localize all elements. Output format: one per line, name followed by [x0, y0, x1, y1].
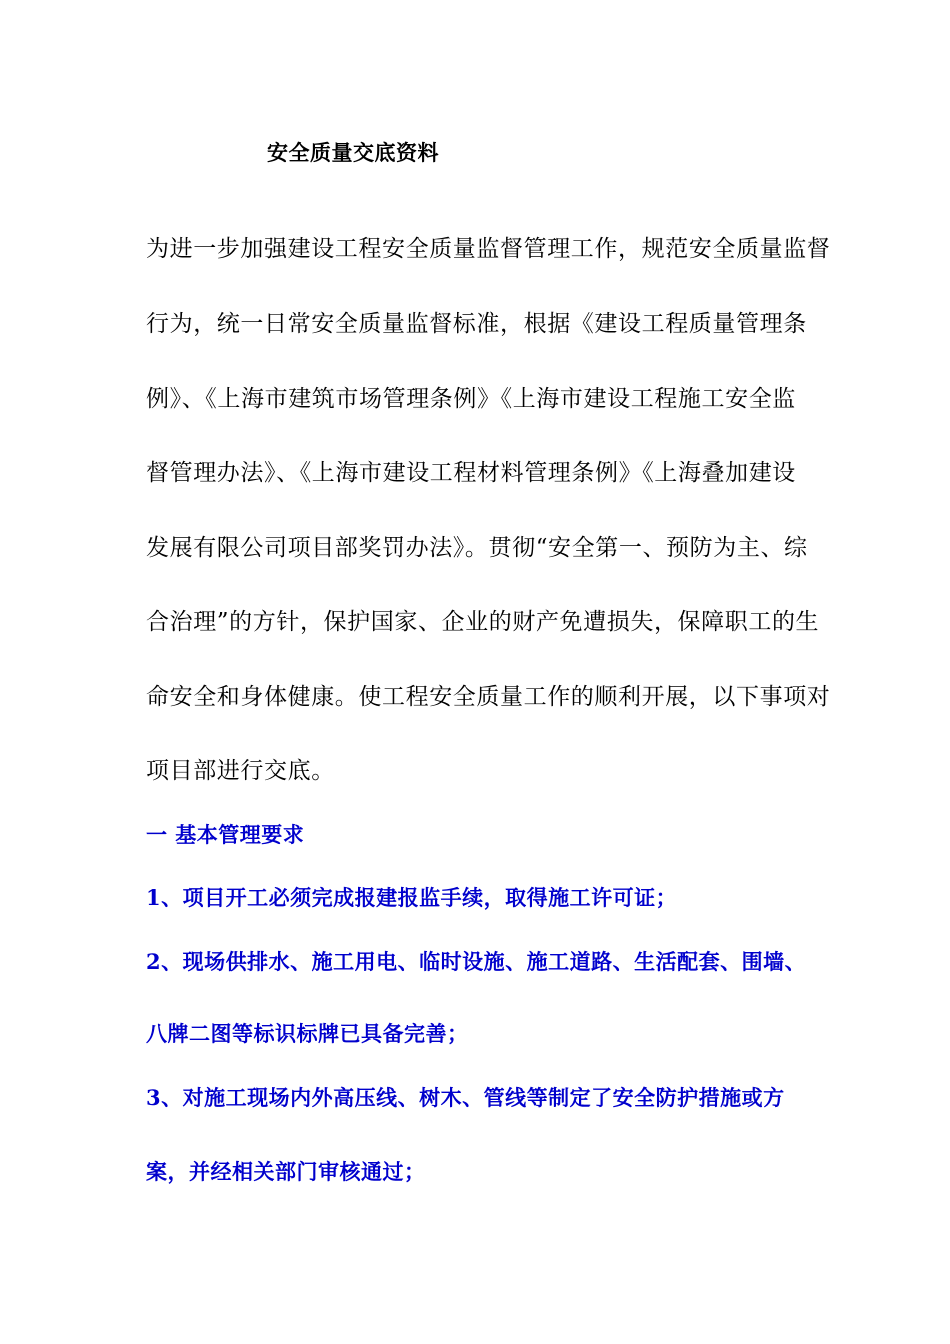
- intro-line-4: 督管理办法》、《上海市建设工程材料管理条例》《上海叠加建设: [146, 460, 796, 486]
- intro-line-5: 发展有限公司项目部奖罚办法》。贯彻“安全第一、预防为主、综: [146, 535, 808, 561]
- list-item-continuation: 案，并经相关部门审核通过；: [146, 1159, 426, 1184]
- intro-line-6: 合治理”的方针，保护国家、企业的财产免遭损失，保障职工的生: [146, 609, 820, 635]
- document-title: 安全质量交底资料: [267, 140, 439, 165]
- intro-line-7: 命安全和身体健康。使工程安全质量工作的顺利开展，以下事项对: [146, 684, 831, 710]
- intro-line-8: 项目部进行交底。: [146, 758, 335, 784]
- list-item: 3、对施工现场内外高压线、树木、管线等制定了安全防护措施或方: [146, 1085, 785, 1110]
- list-item-continuation: 八牌二图等标识标牌已具备完善；: [146, 1021, 469, 1046]
- intro-line-1: 为进一步加强建设工程安全质量监督管理工作，规范安全质量监督: [146, 236, 831, 262]
- list-item: 1、项目开工必须完成报建报监手续，取得施工许可证；: [146, 885, 678, 910]
- section-heading: 一 基本管理要求: [146, 822, 305, 847]
- list-item: 2、现场供排水、施工用电、临时设施、施工道路、生活配套、围墙、: [146, 949, 807, 974]
- intro-line-3: 例》、《上海市建筑市场管理条例》《上海市建设工程施工安全监: [146, 386, 796, 412]
- intro-line-2: 行为，统一日常安全质量监督标准，根据《建设工程质量管理条: [146, 311, 807, 337]
